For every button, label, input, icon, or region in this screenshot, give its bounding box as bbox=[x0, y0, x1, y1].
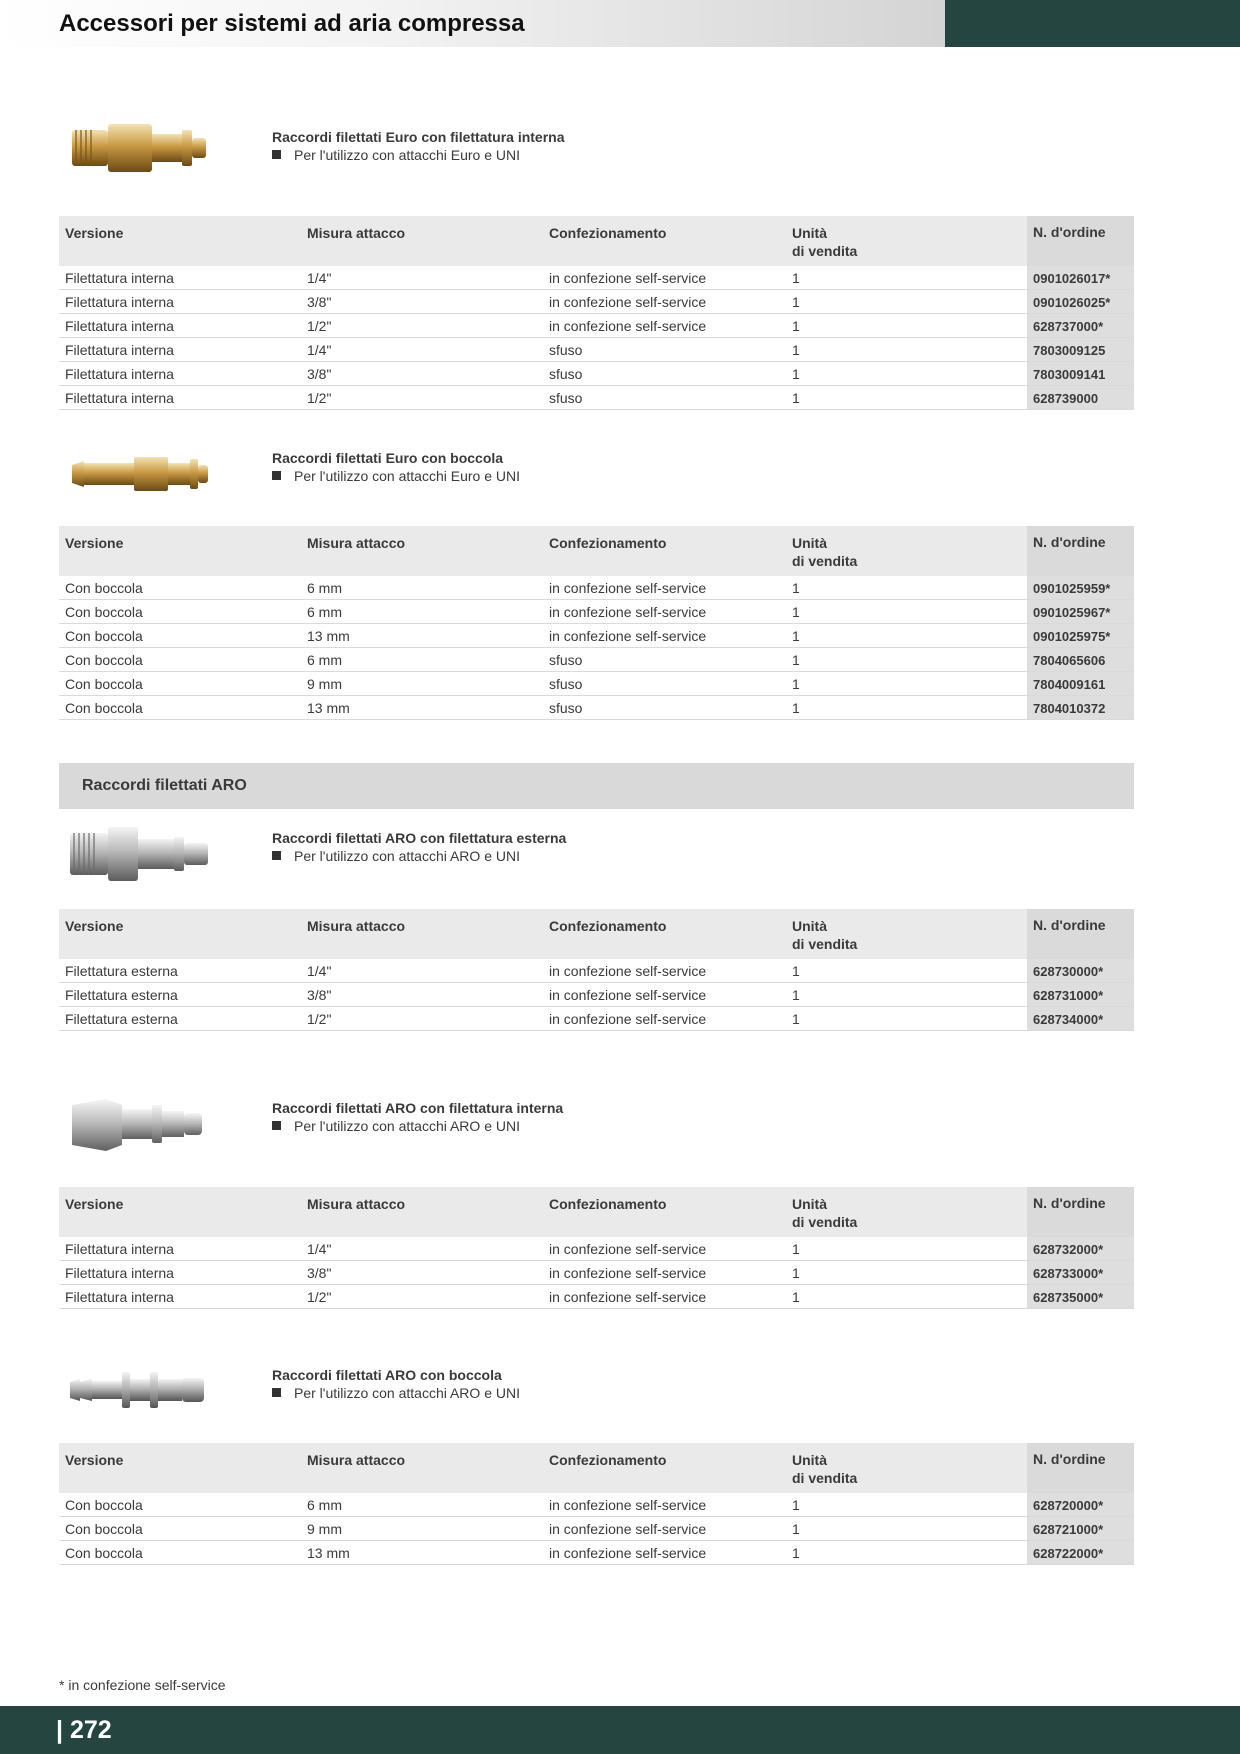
order-number: 628735000* bbox=[1033, 1290, 1104, 1305]
product-table bbox=[59, 909, 1134, 1031]
table-cell: 1 bbox=[792, 652, 800, 668]
footnote: * in confezione self-service bbox=[59, 1677, 226, 1693]
column-header-order bbox=[1027, 216, 1134, 266]
table-cell: 1 bbox=[792, 963, 800, 979]
table-cell: 1 bbox=[792, 1241, 800, 1257]
order-number: 0901025975* bbox=[1033, 629, 1111, 644]
column-header-line: di vendita bbox=[792, 243, 858, 259]
order-number-cell bbox=[1027, 1517, 1134, 1540]
column-header: N. d'ordine bbox=[1033, 917, 1106, 933]
table-cell: 1 bbox=[792, 1497, 800, 1513]
table-cell: Con boccola bbox=[65, 1545, 143, 1561]
table-cell: in confezione self-service bbox=[549, 1289, 707, 1305]
table-row bbox=[59, 338, 1134, 362]
order-number: 0901025959* bbox=[1033, 581, 1111, 596]
order-number-cell bbox=[1027, 1541, 1134, 1564]
order-number-cell bbox=[1027, 1237, 1134, 1260]
table-cell: 1 bbox=[792, 342, 800, 358]
table-cell: 1 bbox=[792, 604, 800, 620]
order-number: 628734000* bbox=[1033, 1012, 1104, 1027]
column-header-order bbox=[1027, 909, 1134, 959]
column-header: Misura attacco bbox=[307, 1452, 406, 1468]
table-cell: sfuso bbox=[549, 390, 583, 406]
table-cell: sfuso bbox=[549, 652, 583, 668]
table-cell: in confezione self-service bbox=[549, 1497, 707, 1513]
order-number-cell bbox=[1027, 983, 1134, 1006]
steel-threaded-coupler-icon bbox=[62, 815, 216, 893]
order-number: 7804010372 bbox=[1033, 701, 1106, 716]
product-bullet-text: Per l'utilizzo con attacchi ARO e UNI bbox=[294, 1118, 520, 1134]
table-header bbox=[59, 216, 1134, 266]
column-header: N. d'ordine bbox=[1033, 224, 1106, 240]
table-row bbox=[59, 600, 1134, 624]
column-header: Versione bbox=[65, 918, 124, 934]
header-accent-bar bbox=[945, 0, 1240, 47]
column-header: Misura attacco bbox=[307, 1196, 406, 1212]
product-bullet bbox=[272, 468, 520, 484]
product-title: Raccordi filettati ARO con boccola bbox=[272, 1367, 502, 1383]
table-row bbox=[59, 672, 1134, 696]
column-header: Misura attacco bbox=[307, 535, 406, 551]
table-cell: Filettatura interna bbox=[65, 1265, 174, 1281]
table-cell: 1 bbox=[792, 270, 800, 286]
table-cell: Con boccola bbox=[65, 1497, 143, 1513]
order-number: 0901026025* bbox=[1033, 295, 1111, 310]
column-header: Versione bbox=[65, 1196, 124, 1212]
product-bullet bbox=[272, 1118, 520, 1134]
order-number-cell bbox=[1027, 338, 1134, 361]
order-number-cell bbox=[1027, 696, 1134, 719]
table-cell: 1/4" bbox=[307, 342, 332, 358]
column-header-line: Unità bbox=[792, 1452, 827, 1468]
table-header bbox=[59, 909, 1134, 959]
product-title: Raccordi filettati ARO con filettatura interna bbox=[272, 1100, 564, 1116]
column-header-order bbox=[1027, 526, 1134, 576]
order-number-cell bbox=[1027, 1285, 1134, 1308]
product-table bbox=[59, 1443, 1134, 1565]
steel-hose-barb-icon bbox=[62, 1352, 216, 1430]
table-cell: 9 mm bbox=[307, 1521, 342, 1537]
table-cell: in confezione self-service bbox=[549, 963, 707, 979]
table-cell: 1 bbox=[792, 318, 800, 334]
product-table bbox=[59, 526, 1134, 720]
table-cell: 1 bbox=[792, 1545, 800, 1561]
table-cell: 1 bbox=[792, 1265, 800, 1281]
column-header: N. d'ordine bbox=[1033, 1195, 1106, 1211]
product-table bbox=[59, 216, 1134, 410]
table-cell: Filettatura esterna bbox=[65, 1011, 178, 1027]
table-row bbox=[59, 1517, 1134, 1541]
table-cell: Filettatura interna bbox=[65, 270, 174, 286]
column-header bbox=[792, 1195, 857, 1231]
table-cell: Filettatura interna bbox=[65, 1241, 174, 1257]
order-number-cell bbox=[1027, 576, 1134, 599]
column-header-line: di vendita bbox=[792, 1470, 858, 1486]
column-header bbox=[792, 224, 857, 260]
column-header-order bbox=[1027, 1443, 1134, 1493]
table-cell: sfuso bbox=[549, 342, 583, 358]
order-number-cell bbox=[1027, 1261, 1134, 1284]
table-cell: 1 bbox=[792, 390, 800, 406]
table-cell: Con boccola bbox=[65, 652, 143, 668]
order-number: 628720000* bbox=[1033, 1498, 1104, 1513]
table-cell: in confezione self-service bbox=[549, 1545, 707, 1561]
column-header: Versione bbox=[65, 1452, 124, 1468]
table-cell: in confezione self-service bbox=[549, 628, 707, 644]
table-cell: 6 mm bbox=[307, 604, 342, 620]
table-cell: 1/2" bbox=[307, 1289, 332, 1305]
table-row bbox=[59, 1541, 1134, 1565]
table-cell: in confezione self-service bbox=[549, 580, 707, 596]
column-header bbox=[792, 917, 857, 953]
section-header bbox=[59, 763, 1134, 809]
table-cell: sfuso bbox=[549, 700, 583, 716]
bullet-square-icon bbox=[272, 150, 281, 159]
column-header: N. d'ordine bbox=[1033, 534, 1106, 550]
order-number: 628737000* bbox=[1033, 319, 1104, 334]
bullet-square-icon bbox=[272, 471, 281, 480]
product-bullet bbox=[272, 147, 520, 163]
table-cell: 1/4" bbox=[307, 270, 332, 286]
order-number-cell bbox=[1027, 672, 1134, 695]
bullet-square-icon bbox=[272, 1388, 281, 1397]
table-cell: 1 bbox=[792, 700, 800, 716]
product-bullet-text: Per l'utilizzo con attacchi ARO e UNI bbox=[294, 848, 520, 864]
table-cell: 3/8" bbox=[307, 987, 332, 1003]
order-number: 628731000* bbox=[1033, 988, 1104, 1003]
table-cell: 1 bbox=[792, 628, 800, 644]
table-cell: 1 bbox=[792, 1011, 800, 1027]
order-number: 0901025967* bbox=[1033, 605, 1111, 620]
order-number-cell bbox=[1027, 648, 1134, 671]
product-title: Raccordi filettati Euro con boccola bbox=[272, 450, 504, 466]
table-cell: 13 mm bbox=[307, 1545, 350, 1561]
table-cell: in confezione self-service bbox=[549, 294, 707, 310]
table-cell: 1 bbox=[792, 987, 800, 1003]
table-cell: 1 bbox=[792, 676, 800, 692]
brass-threaded-coupler-icon bbox=[62, 110, 216, 188]
table-row bbox=[59, 576, 1134, 600]
page-number: | 272 bbox=[56, 1716, 112, 1744]
table-row bbox=[59, 266, 1134, 290]
table-row bbox=[59, 696, 1134, 720]
product-bullet-text: Per l'utilizzo con attacchi Euro e UNI bbox=[294, 147, 520, 163]
table-cell: Filettatura esterna bbox=[65, 987, 178, 1003]
table-cell: Con boccola bbox=[65, 580, 143, 596]
column-header-order bbox=[1027, 1187, 1134, 1237]
order-number: 628722000* bbox=[1033, 1546, 1104, 1561]
product-bullet bbox=[272, 848, 520, 864]
table-cell: sfuso bbox=[549, 676, 583, 692]
table-cell: 3/8" bbox=[307, 294, 332, 310]
order-number-cell bbox=[1027, 1007, 1134, 1030]
table-cell: in confezione self-service bbox=[549, 1011, 707, 1027]
table-row bbox=[59, 1493, 1134, 1517]
table-row bbox=[59, 983, 1134, 1007]
order-number: 7804065606 bbox=[1033, 653, 1106, 668]
order-number: 7804009161 bbox=[1033, 677, 1106, 692]
table-cell: Filettatura interna bbox=[65, 1289, 174, 1305]
page-footer bbox=[0, 1706, 1240, 1754]
order-number: 628721000* bbox=[1033, 1522, 1104, 1537]
table-cell: Filettatura interna bbox=[65, 366, 174, 382]
product-bullet bbox=[272, 1385, 520, 1401]
order-number-cell bbox=[1027, 624, 1134, 647]
column-header-line: di vendita bbox=[792, 553, 858, 569]
order-number: 7803009125 bbox=[1033, 343, 1106, 358]
table-row bbox=[59, 959, 1134, 983]
table-cell: 1 bbox=[792, 366, 800, 382]
table-header bbox=[59, 1187, 1134, 1237]
order-number: 628739000 bbox=[1033, 391, 1099, 406]
order-number-cell bbox=[1027, 266, 1134, 289]
bullet-square-icon bbox=[272, 1121, 281, 1130]
table-cell: 1/2" bbox=[307, 318, 332, 334]
table-cell: 13 mm bbox=[307, 628, 350, 644]
table-row bbox=[59, 624, 1134, 648]
column-header: Misura attacco bbox=[307, 225, 406, 241]
table-cell: 9 mm bbox=[307, 676, 342, 692]
table-cell: Con boccola bbox=[65, 700, 143, 716]
bullet-square-icon bbox=[272, 851, 281, 860]
product-bullet-text: Per l'utilizzo con attacchi ARO e UNI bbox=[294, 1385, 520, 1401]
order-number-cell bbox=[1027, 362, 1134, 385]
order-number: 628732000* bbox=[1033, 1242, 1104, 1257]
table-cell: Filettatura interna bbox=[65, 342, 174, 358]
section-title: Raccordi filettati ARO bbox=[82, 777, 247, 794]
table-cell: 1 bbox=[792, 294, 800, 310]
table-cell: Filettatura esterna bbox=[65, 963, 178, 979]
table-cell: 1/2" bbox=[307, 390, 332, 406]
table-cell: 1 bbox=[792, 580, 800, 596]
table-cell: Filettatura interna bbox=[65, 390, 174, 406]
table-cell: Filettatura interna bbox=[65, 318, 174, 334]
column-header: Confezionamento bbox=[549, 225, 667, 241]
product-title: Raccordi filettati ARO con filettatura esterna bbox=[272, 830, 567, 846]
order-number-cell bbox=[1027, 1493, 1134, 1516]
table-header bbox=[59, 526, 1134, 576]
table-cell: 1/4" bbox=[307, 963, 332, 979]
table-cell: 1/2" bbox=[307, 1011, 332, 1027]
table-cell: Con boccola bbox=[65, 628, 143, 644]
page-title: Accessori per sistemi ad aria compressa bbox=[59, 10, 525, 37]
table-cell: 6 mm bbox=[307, 1497, 342, 1513]
column-header: Confezionamento bbox=[549, 918, 667, 934]
table-cell: in confezione self-service bbox=[549, 987, 707, 1003]
order-number-cell bbox=[1027, 290, 1134, 313]
table-cell: 13 mm bbox=[307, 700, 350, 716]
column-header-line: di vendita bbox=[792, 936, 858, 952]
product-bullet-text: Per l'utilizzo con attacchi Euro e UNI bbox=[294, 468, 520, 484]
column-header-line: Unità bbox=[792, 535, 827, 551]
steel-female-coupler-icon bbox=[62, 1085, 216, 1163]
column-header bbox=[792, 1451, 857, 1487]
column-header: Confezionamento bbox=[549, 1452, 667, 1468]
order-number: 628733000* bbox=[1033, 1266, 1104, 1281]
order-number: 628730000* bbox=[1033, 964, 1104, 979]
table-cell: in confezione self-service bbox=[549, 604, 707, 620]
table-cell: Con boccola bbox=[65, 676, 143, 692]
order-number: 7803009141 bbox=[1033, 367, 1106, 382]
order-number: 0901026017* bbox=[1033, 271, 1111, 286]
table-cell: Con boccola bbox=[65, 604, 143, 620]
order-number-cell bbox=[1027, 314, 1134, 337]
column-header-line: Unità bbox=[792, 225, 827, 241]
column-header: Versione bbox=[65, 535, 124, 551]
table-row bbox=[59, 314, 1134, 338]
order-number-cell bbox=[1027, 386, 1134, 409]
table-cell: 3/8" bbox=[307, 1265, 332, 1281]
table-cell: 6 mm bbox=[307, 652, 342, 668]
table-cell: 3/8" bbox=[307, 366, 332, 382]
column-header-line: Unità bbox=[792, 1196, 827, 1212]
column-header: Confezionamento bbox=[549, 535, 667, 551]
table-cell: in confezione self-service bbox=[549, 1265, 707, 1281]
table-row bbox=[59, 290, 1134, 314]
table-cell: 1/4" bbox=[307, 1241, 332, 1257]
table-cell: sfuso bbox=[549, 366, 583, 382]
table-cell: in confezione self-service bbox=[549, 1521, 707, 1537]
table-row bbox=[59, 1285, 1134, 1309]
column-header: N. d'ordine bbox=[1033, 1451, 1106, 1467]
table-header bbox=[59, 1443, 1134, 1493]
table-row bbox=[59, 648, 1134, 672]
order-number-cell bbox=[1027, 600, 1134, 623]
table-cell: 6 mm bbox=[307, 580, 342, 596]
table-row bbox=[59, 1237, 1134, 1261]
brass-hose-barb-icon bbox=[62, 435, 216, 513]
column-header-line: di vendita bbox=[792, 1214, 858, 1230]
product-table bbox=[59, 1187, 1134, 1309]
table-cell: in confezione self-service bbox=[549, 270, 707, 286]
table-cell: Filettatura interna bbox=[65, 294, 174, 310]
table-cell: 1 bbox=[792, 1521, 800, 1537]
table-cell: Con boccola bbox=[65, 1521, 143, 1537]
column-header: Misura attacco bbox=[307, 918, 406, 934]
product-title: Raccordi filettati Euro con filettatura interna bbox=[272, 129, 565, 145]
column-header: Confezionamento bbox=[549, 1196, 667, 1212]
table-cell: in confezione self-service bbox=[549, 1241, 707, 1257]
table-row bbox=[59, 362, 1134, 386]
table-row bbox=[59, 1007, 1134, 1031]
column-header-line: Unità bbox=[792, 918, 827, 934]
table-row bbox=[59, 386, 1134, 410]
column-header bbox=[792, 534, 857, 570]
table-cell: 1 bbox=[792, 1289, 800, 1305]
page-header bbox=[0, 0, 945, 47]
table-row bbox=[59, 1261, 1134, 1285]
order-number-cell bbox=[1027, 959, 1134, 982]
column-header: Versione bbox=[65, 225, 124, 241]
table-cell: in confezione self-service bbox=[549, 318, 707, 334]
